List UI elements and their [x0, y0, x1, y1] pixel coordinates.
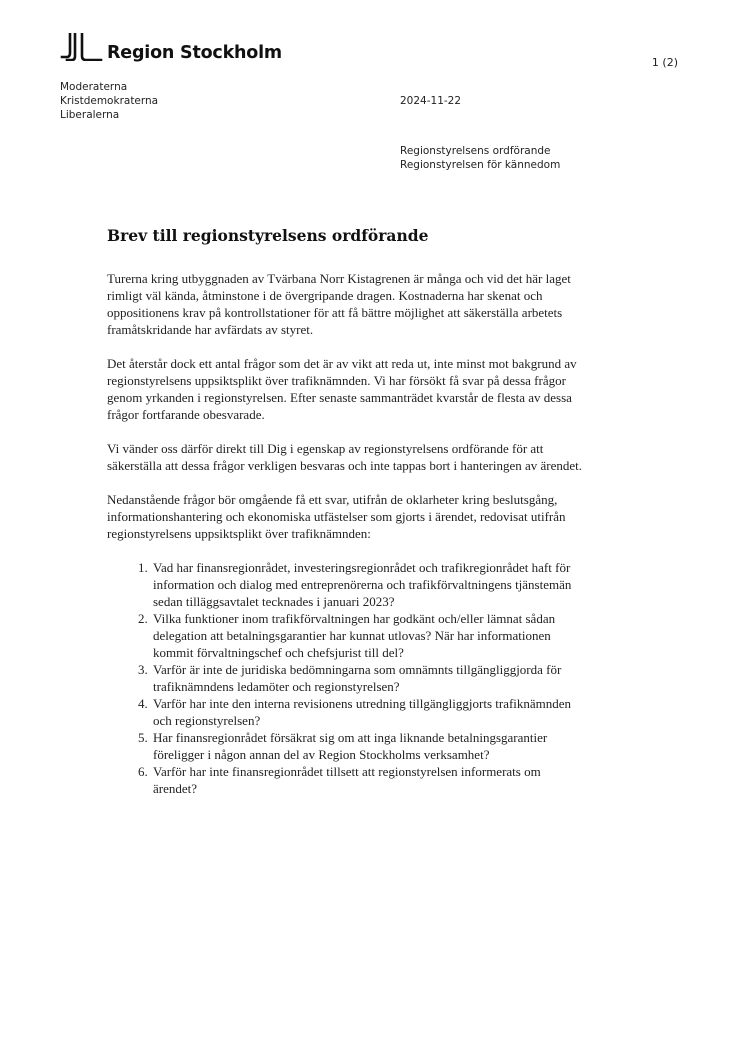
body-paragraph: Nedanstående frågor bör omgående få ett svar, utifrån de oklarheter kring beslutsgång, informationshantering och ekonomiska utfästelser som gjorts i ärendet, redovisat utifrån regionstyrelsens uppsiktsplikt över trafiknämnden:: [107, 492, 566, 541]
letter-body: [107, 270, 587, 797]
question-item: 5. Har finansregionrådet försäkrat sig om att inga liknande betalningsgarantier föreligger i någon annan del av Region Stockholms verksamhet?: [151, 729, 587, 763]
region-stockholm-logo: [59, 33, 282, 61]
letter-date: 2024-11-22: [400, 95, 462, 107]
sender-party: Moderaterna: [60, 81, 128, 93]
recipients: [400, 144, 560, 172]
sender-party: Kristdemokraterna: [60, 95, 159, 107]
body-paragraph: Turerna kring utbyggnaden av Tvärbana Norr Kistagrenen är många och vid det här laget rimligt väl kända, åtminstone i de övergripande dragen. Kostnaderna har skenat och oppositionens krav på kontrollstationer för att få bättre möjlighet att säkerställa arbetets framåtskridande har avfärdats av styret.: [107, 271, 571, 337]
logo-text: Region Stockholm: [107, 42, 282, 63]
sender-party: Liberalerna: [60, 109, 120, 121]
sender-parties: [60, 80, 158, 122]
question-list: [107, 559, 587, 797]
region-stockholm-emblem-icon: [59, 33, 103, 61]
question-item: 2. Vilka funktioner inom trafikförvaltningen har godkänt och/eller lämnat sådan delegation att betalningsgarantier har kunnat utlovas? När har informationen kommit förvaltningschef och chefsjurist till del?: [151, 610, 587, 661]
recipient: Regionstyrelsens ordförande: [400, 145, 551, 157]
question-item: 3. Varför är inte de juridiska bedömningarna som omnämnts tillgängliggjorda för trafiknämndens ledamöter och regionstyrelsen?: [151, 661, 587, 695]
body-paragraph: Vi vänder oss därför direkt till Dig i egenskap av regionstyrelsens ordförande för att säkerställa att dessa frågor verkligen besvaras och inte tappas bort i hanteringen av ärendet.: [107, 441, 583, 473]
question-item: 1. Vad har finansregionrådet, investeringsregionrådet och trafikregionrådet haft för information och dialog med entreprenörerna och trafikförvaltningens tjänstemän sedan tilläggsavtalet tecknades i januari 2023?: [151, 559, 587, 610]
letter-title: Brev till regionstyrelsens ordförande: [107, 226, 429, 245]
question-item: 6. Varför har inte finansregionrådet tillsett att regionstyrelsen informerats om ärendet?: [151, 763, 587, 797]
question-item: 4. Varför har inte den interna revisionens utredning tillgängliggjorts trafiknämnden och regionstyrelsen?: [151, 695, 587, 729]
recipient: Regionstyrelsen för kännedom: [400, 159, 561, 171]
body-paragraph: Det återstår dock ett antal frågor som det är av vikt att reda ut, inte minst mot bakgrund av regionstyrelsens uppsiktsplikt över trafiknämnden. Vi har försökt få svar på dessa frågor genom yrkanden i regionstyrelsen. Efter senaste sammanträdet kvarstår de flesta av dessa frågor fortfarande obesvarade.: [107, 356, 577, 422]
page-number: 1 (2): [651, 56, 678, 69]
